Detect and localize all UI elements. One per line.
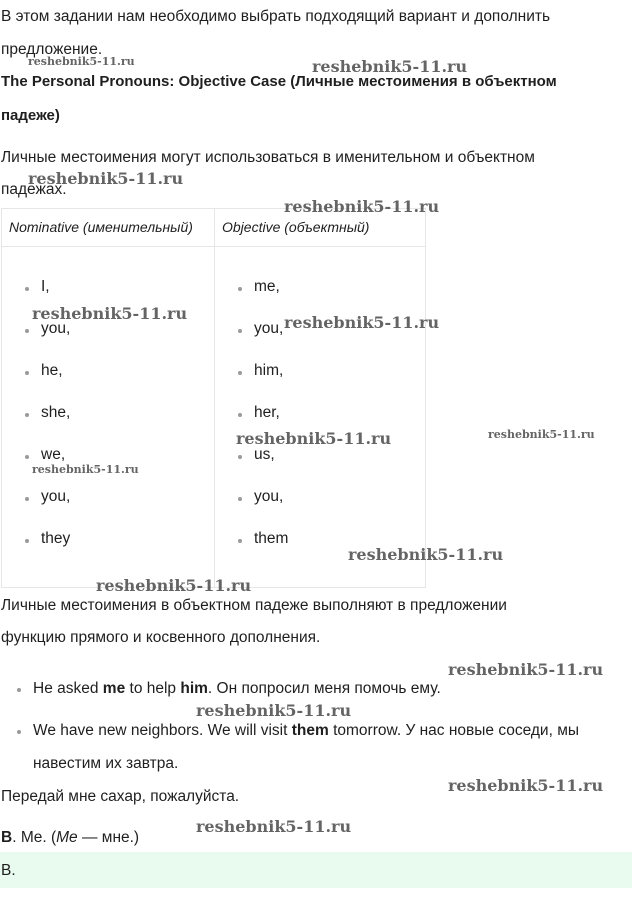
bullet-icon xyxy=(238,455,242,459)
task-sentence: Передай мне сахар, пожалуйста. xyxy=(1,788,240,805)
watermark: reshebnik5-11.ru xyxy=(488,428,595,441)
watermark: reshebnik5-11.ru xyxy=(236,429,392,448)
watermark: reshebnik5-11.ru xyxy=(284,197,440,216)
example-item-1 xyxy=(33,679,441,699)
nominative-pronoun: they xyxy=(41,530,71,547)
paragraph-function-line2: функцию прямого и косвенного дополнения. xyxy=(1,629,321,646)
watermark: reshebnik5-11.ru xyxy=(28,169,184,188)
answer-box xyxy=(0,852,632,888)
bullet-icon xyxy=(25,539,29,543)
paragraph-cases-line2: падежах. xyxy=(1,181,67,198)
example-text: . Он попросил меня помочь ему. xyxy=(207,680,441,697)
example-highlight: them xyxy=(291,722,329,739)
explanation-text: . Me. ( xyxy=(12,829,57,846)
objective-pronoun: you, xyxy=(254,320,284,337)
nominative-pronoun: I, xyxy=(41,278,50,295)
table-header-nominative: Nominative (именительный) xyxy=(9,219,193,235)
nominative-pronoun: she, xyxy=(41,404,71,421)
intro-text-line2: предложение. xyxy=(1,41,103,58)
explanation-word: Me xyxy=(56,829,78,846)
watermark: reshebnik5-11.ru xyxy=(284,313,440,332)
example-item-2-line2: навестим их завтра. xyxy=(33,755,179,772)
example-highlight: me xyxy=(102,680,126,697)
bullet-icon xyxy=(238,413,242,417)
example-text: He asked xyxy=(33,680,103,697)
bullet-icon xyxy=(25,413,29,417)
example-text: tomorrow. У нас новые соседи, мы xyxy=(328,722,579,739)
watermark: reshebnik5-11.ru xyxy=(196,701,352,720)
bullet-icon xyxy=(17,730,21,734)
pronoun-table xyxy=(1,208,426,588)
nominative-pronoun: you, xyxy=(41,320,71,337)
objective-pronoun: her, xyxy=(254,404,280,421)
nominative-pronoun: we, xyxy=(41,446,66,463)
bullet-icon xyxy=(238,371,242,375)
watermark: reshebnik5-11.ru xyxy=(312,57,468,76)
bullet-icon xyxy=(238,539,242,543)
bullet-icon xyxy=(238,329,242,333)
bullet-icon xyxy=(25,455,29,459)
table-divider-horizontal xyxy=(2,246,425,247)
paragraph-cases-line1: Личные местоимения могут использоваться в именительном и объектном xyxy=(1,149,535,166)
objective-pronoun: us, xyxy=(254,446,275,463)
objective-pronoun: them xyxy=(254,530,289,547)
nominative-pronoun: you, xyxy=(41,488,71,505)
watermark: reshebnik5-11.ru xyxy=(96,576,252,595)
bullet-icon xyxy=(238,497,242,501)
bullet-icon xyxy=(17,688,21,692)
bullet-icon xyxy=(25,329,29,333)
bullet-icon xyxy=(25,497,29,501)
watermark: reshebnik5-11.ru xyxy=(196,817,352,836)
paragraph-function-line1: Личные местоимения в объектном падеже выполняют в предложении xyxy=(1,597,507,614)
watermark: reshebnik5-11.ru xyxy=(28,55,135,68)
answer-text: B. xyxy=(1,862,16,879)
table-divider-vertical xyxy=(214,209,215,587)
watermark: reshebnik5-11.ru xyxy=(448,660,604,679)
example-text: We have new neighbors. We will visit xyxy=(33,722,292,739)
example-item-2 xyxy=(33,721,579,741)
watermark: reshebnik5-11.ru xyxy=(32,463,139,476)
bullet-icon xyxy=(238,287,242,291)
watermark: reshebnik5-11.ru xyxy=(32,304,188,323)
answer-explanation xyxy=(1,828,139,848)
answer-letter: B xyxy=(1,829,13,846)
intro-text-line1: В этом задании нам необходимо выбрать подходящий вариант и дополнить xyxy=(1,8,551,25)
objective-pronoun: me, xyxy=(254,278,280,295)
explanation-text: — мне.) xyxy=(77,829,140,846)
example-text: to help xyxy=(125,680,181,697)
bullet-icon xyxy=(25,371,29,375)
table-header-objective: Objective (объектный) xyxy=(222,219,370,235)
watermark: reshebnik5-11.ru xyxy=(348,545,504,564)
example-highlight: him xyxy=(180,680,208,697)
objective-pronoun: him, xyxy=(254,362,284,379)
bullet-icon xyxy=(25,287,29,291)
objective-pronoun: you, xyxy=(254,488,284,505)
nominative-pronoun: he, xyxy=(41,362,63,379)
watermark: reshebnik5-11.ru xyxy=(448,776,604,795)
section-heading-line2: падеже) xyxy=(1,107,60,124)
section-heading-line1: The Personal Pronouns: Objective Case (Личные местоимения в объектном xyxy=(1,73,557,90)
